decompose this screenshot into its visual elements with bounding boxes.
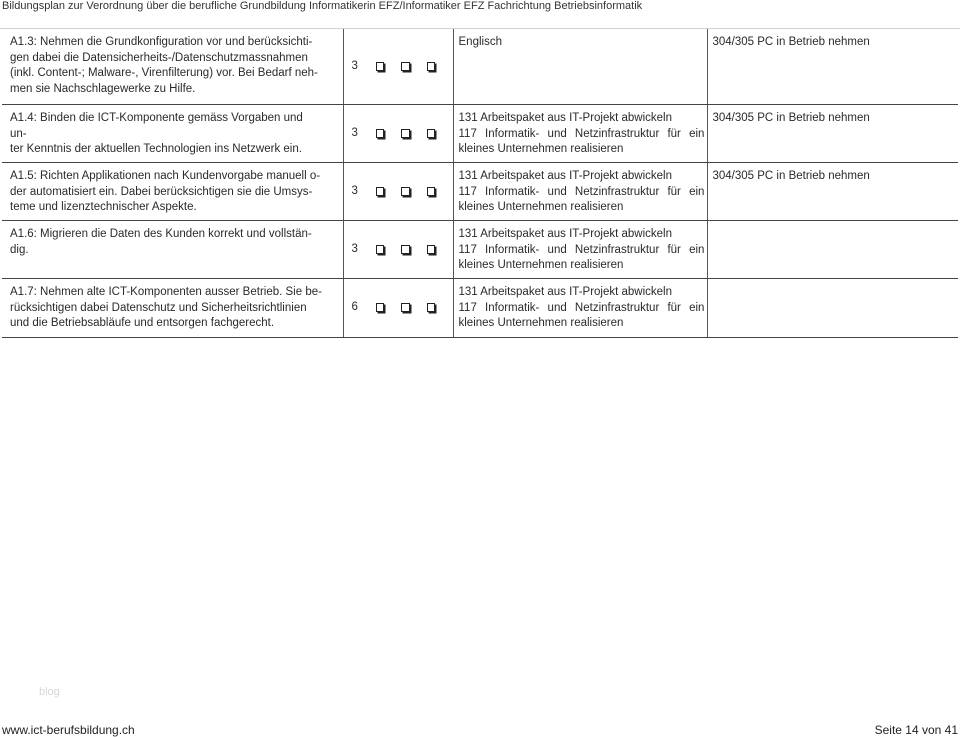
taxonomy-level: 6 [351, 301, 358, 314]
taxonomy-level: 3 [351, 184, 358, 197]
learning-goal-line: dig. [10, 243, 29, 256]
checkbox-icon[interactable] [401, 303, 410, 312]
learning-goal-line: A1.5: Richten Applikationen nach Kundenvorgabe manuell o- [10, 170, 321, 182]
activity-cell [707, 279, 958, 338]
checkbox-icon[interactable] [376, 62, 385, 71]
learning-goal-line: gen dabei die Datensicherheits-/Datenschutzmassnahmen [10, 51, 308, 64]
checkbox-icon[interactable] [376, 303, 385, 312]
learning-goal-line: A1.4: Binden die ICT-Komponente gemäss Vorgaben und un- [10, 112, 303, 140]
module-reference-line: kleines Unternehmen realisieren [458, 317, 624, 329]
module-reference-line: 131 Arbeitspaket aus IT-Projekt abwickeln [458, 286, 673, 298]
checkbox-icon[interactable] [401, 62, 410, 71]
learning-goal-cell [2, 221, 343, 279]
activity-cell [707, 105, 958, 163]
table-row [2, 29, 958, 105]
taxonomy-level: 3 [351, 126, 358, 139]
level-cell [343, 221, 453, 279]
activity-text: 304/305 PC in Betrieb nehmen [712, 170, 870, 182]
checkbox-icon[interactable] [427, 62, 436, 71]
table-row [2, 163, 958, 221]
document-header: Bildungsplan zur Verordnung über die berufliche Grundbildung Informatikerin EFZ/Informatiker EFZ Fachrichtung Betriebsinformatik [2, 0, 643, 12]
checkbox-icon[interactable] [401, 245, 410, 254]
learning-goal-line: A1.7: Nehmen alte ICT-Komponenten ausser Betrieb. Sie be- [10, 286, 322, 298]
activity-cell [707, 221, 958, 279]
checkbox-icon[interactable] [376, 129, 385, 138]
activity-text: 304/305 PC in Betrieb nehmen [712, 36, 870, 48]
watermark-text: blog [39, 686, 60, 698]
learning-goal-line: ter Kenntnis der aktuellen Technologien ins Netzwerk ein. [10, 143, 302, 155]
learning-goal-line: men sie Nachschlagewerke zu Hilfe. [10, 82, 196, 95]
module-reference-line: 117 Informatik- und Netzinfrastruktur für ein [458, 243, 705, 256]
module-reference-line: 131 Arbeitspaket aus IT-Projekt abwickeln [458, 228, 673, 240]
learning-goal-cell [2, 29, 343, 105]
learning-goal-cell [2, 105, 343, 163]
taxonomy-level: 3 [351, 242, 358, 255]
learning-goal-line: A1.3: Nehmen die Grundkonfiguration vor und berücksichti- [10, 36, 313, 48]
level-cell [343, 105, 453, 163]
learning-goal-line: und die Betriebsabläufe und entsorgen fachgerecht. [10, 317, 275, 329]
module-reference-cell [453, 29, 707, 105]
activity-text: 304/305 PC in Betrieb nehmen [712, 112, 870, 124]
module-reference-line: kleines Unternehmen realisieren [458, 201, 624, 213]
activity-cell [707, 163, 958, 221]
learning-goal-line: teme und lizenztechnischer Aspekte. [10, 201, 197, 213]
learning-goal-line: A1.6: Migrieren die Daten des Kunden korrekt und vollstän- [10, 228, 312, 240]
module-reference-cell [453, 105, 707, 163]
table-row [2, 279, 958, 338]
checkbox-icon[interactable] [401, 129, 410, 138]
module-reference-cell [453, 221, 707, 279]
checkbox-icon[interactable] [427, 303, 436, 312]
footer-link[interactable]: www.ict-berufsbildung.ch [2, 723, 135, 737]
module-reference-line: kleines Unternehmen realisieren [458, 143, 624, 155]
checkbox-icon[interactable] [376, 245, 385, 254]
activity-cell [707, 29, 958, 105]
competency-table [2, 29, 958, 338]
table-row [2, 105, 958, 163]
module-reference-cell [453, 279, 707, 338]
checkbox-icon[interactable] [401, 187, 410, 196]
module-reference-cell [453, 163, 707, 221]
learning-goal-cell [2, 279, 343, 338]
learning-goal-cell [2, 163, 343, 221]
module-reference-line: Englisch [458, 36, 502, 48]
learning-goal-line: der automatisiert ein. Dabei berücksichtigen sie die Umsys- [10, 185, 313, 198]
page-number: Seite 14 von 41 [874, 723, 958, 737]
level-cell [343, 163, 453, 221]
learning-goal-line: (inkl. Content-; Malware-, Virenfilterung) vor. Bei Bedarf neh- [10, 67, 318, 79]
level-cell [343, 279, 453, 338]
taxonomy-level: 3 [351, 59, 358, 72]
module-reference-line: 117 Informatik- und Netzinfrastruktur für ein [458, 301, 705, 314]
checkbox-icon[interactable] [376, 187, 385, 196]
checkbox-icon[interactable] [427, 245, 436, 254]
module-reference-line: 131 Arbeitspaket aus IT-Projekt abwickeln [458, 112, 673, 124]
module-reference-line: 117 Informatik- und Netzinfrastruktur für ein [458, 185, 705, 198]
level-cell [343, 29, 453, 105]
checkbox-icon[interactable] [427, 129, 436, 138]
module-reference-line: 117 Informatik- und Netzinfrastruktur für ein [458, 127, 705, 140]
module-reference-line: 131 Arbeitspaket aus IT-Projekt abwickeln [458, 170, 673, 182]
checkbox-icon[interactable] [427, 187, 436, 196]
learning-goal-line: rücksichtigen dabei Datenschutz und Sicherheitsrichtlinien [10, 301, 307, 314]
table-row [2, 221, 958, 279]
module-reference-line: kleines Unternehmen realisieren [458, 259, 624, 271]
